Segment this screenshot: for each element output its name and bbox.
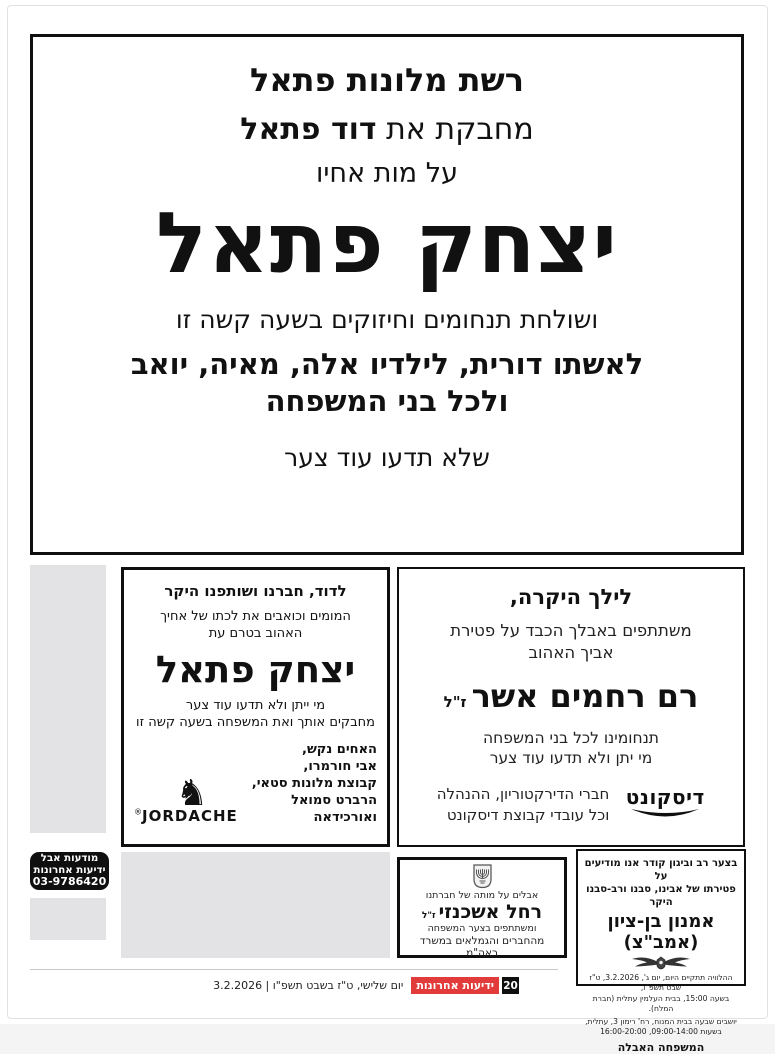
- signature-line: קבוצת מלונות סטאי,: [251, 775, 377, 791]
- discount-bank-logo: [625, 784, 705, 824]
- zal-abbreviation: ז"ל: [443, 692, 467, 711]
- notice-family-line: לאשתו דורית, לילדיו אלה, מאיה, יואב: [130, 346, 644, 381]
- notice-closing-line: תנחומינו לכל בני המשפחה: [483, 728, 659, 747]
- signature-line: האחים נקש,: [302, 741, 377, 757]
- signature-list: [437, 784, 610, 826]
- blank-ad-placeholder: [30, 898, 106, 940]
- badge-brand: ידיעות אחרונות: [33, 864, 106, 876]
- airforce-wings-icon: [628, 954, 694, 971]
- badge-phone-number: 03-9786420: [32, 875, 107, 889]
- notice-body-line: ושולחת תנחומים וחיזוקים בשעה קשה זו: [175, 304, 599, 334]
- notice-closing-line: מי ייתן ולא תדעו עוד צער: [185, 697, 326, 713]
- notice-body-line: האהוב בטרם עת: [208, 625, 303, 641]
- notice-sender: רשת מלונות פתאל: [249, 61, 525, 99]
- notice-family-line: ולכל בני המשפחה: [265, 383, 509, 418]
- notice-body-line: אבלים על מותה של חברתנו: [425, 890, 539, 901]
- signature-row: [134, 741, 377, 827]
- notice-closing-line: מי יתן ולא תדעו עוד צער: [489, 749, 653, 768]
- funeral-details-line: בשעה 15:00, בבית העלמין עתלית (חברת המלח).: [592, 993, 730, 1013]
- notice-body-line: המומים וכואבים את לכתו של אחיך: [160, 609, 351, 624]
- deceased-name: יצחק פתאל: [156, 194, 618, 292]
- deceased-name: אמנון בן-ציון (אמב"צ): [607, 911, 715, 953]
- badge-title: מודעות אבל: [40, 853, 99, 865]
- discount-wordmark: דיסקונט: [625, 784, 705, 809]
- notice-condolence-line: [240, 112, 533, 147]
- edition-date: יום שלישי, ט"ז בשבט תשפ"ו | 3.2.2026: [213, 979, 404, 992]
- deceased-name: יצחק פתאל: [155, 647, 356, 691]
- signature-line: מהחברים והגמלאים במשרד ראה"מ: [419, 935, 545, 959]
- discount-swoosh-icon: [625, 807, 705, 821]
- zal-abbreviation: ז"ל: [421, 911, 436, 921]
- signature-list: [242, 741, 377, 827]
- footer-strip: [213, 977, 519, 994]
- shiva-details-line: יושבים שבעה בבית המנוח, רח' רימון 3, עתלית,: [585, 1017, 737, 1026]
- trademark-icon: ®: [134, 808, 142, 818]
- signature-row: [411, 784, 731, 826]
- signature-line: אבי חורמרו,: [303, 758, 377, 774]
- horse-head-icon: ♞: [175, 772, 209, 814]
- deceased-name: רם רחמים אשר: [471, 676, 699, 715]
- obituary-notice-jordache: [121, 567, 390, 847]
- deceased-name-row: [411, 677, 731, 715]
- obituary-notice-rachel: [397, 857, 567, 958]
- notice-relation-line: על מות אחיו: [316, 158, 458, 189]
- funeral-details-line: ההלוויה תתקיים היום, יום ג', 3.2.2026, ט"ז שבט תשפ"ו,: [589, 973, 733, 993]
- deceased-name-row: [403, 901, 561, 923]
- obituary-notice-amnon: [576, 849, 746, 1054]
- deceased-name: רחל אשכנזי: [438, 901, 543, 923]
- notice-addressee: לדוד, חברנו ושותפנו היקר: [164, 582, 347, 600]
- blank-ad-placeholder: [121, 852, 390, 958]
- signature-line: המשפחה האבלה: [617, 1040, 705, 1054]
- footer-divider: [30, 969, 558, 970]
- jordache-logo: [134, 772, 238, 827]
- notice-closing-line: מחבקים אותך ואת המשפחה בשעה קשה זו: [136, 714, 375, 730]
- notice-body-line: משתתפים באבלך הכבד על פטירת: [450, 621, 692, 640]
- condolence-text: מחבקת את: [376, 112, 534, 147]
- obituary-notice-discount: [397, 567, 745, 847]
- notice-closing-line: שלא תדעו עוד צער: [284, 442, 490, 472]
- newspaper-brand-badge: ידיעות אחרונות: [411, 977, 499, 994]
- signature-line: וכל עובדי קבוצת דיסקונט: [446, 806, 610, 825]
- shiva-details-line: בשעות 09:00-14:00, 16:00-20:00: [600, 1027, 722, 1037]
- notice-body-line: ומשתתפים בצער המשפחה: [427, 923, 537, 934]
- signature-line: הרברט סמואל ואורכידאה: [291, 793, 377, 826]
- main-obituary-notice-fattal: [30, 34, 744, 555]
- notice-addressee: לילך היקרה,: [509, 585, 633, 609]
- signature-line: חברי הדירקטוריון, ההנהלה: [436, 785, 610, 804]
- mourner-name: דוד פתאל: [240, 112, 377, 147]
- blank-ad-placeholder: [30, 565, 106, 833]
- jordache-wordmark: JORDACHE: [142, 807, 238, 826]
- notice-body-line: בצער רב וביגון קודר אנו מודיעים על: [584, 858, 738, 882]
- page-number-badge: 20: [502, 977, 519, 994]
- israel-state-emblem-icon: [472, 864, 493, 889]
- notice-body-line: פטירתו של אבינו, סבנו ורב-סבנו היקר: [586, 884, 736, 908]
- notice-body-line: אביך האהוב: [528, 643, 614, 663]
- obituary-ads-phone-badge: [30, 852, 109, 890]
